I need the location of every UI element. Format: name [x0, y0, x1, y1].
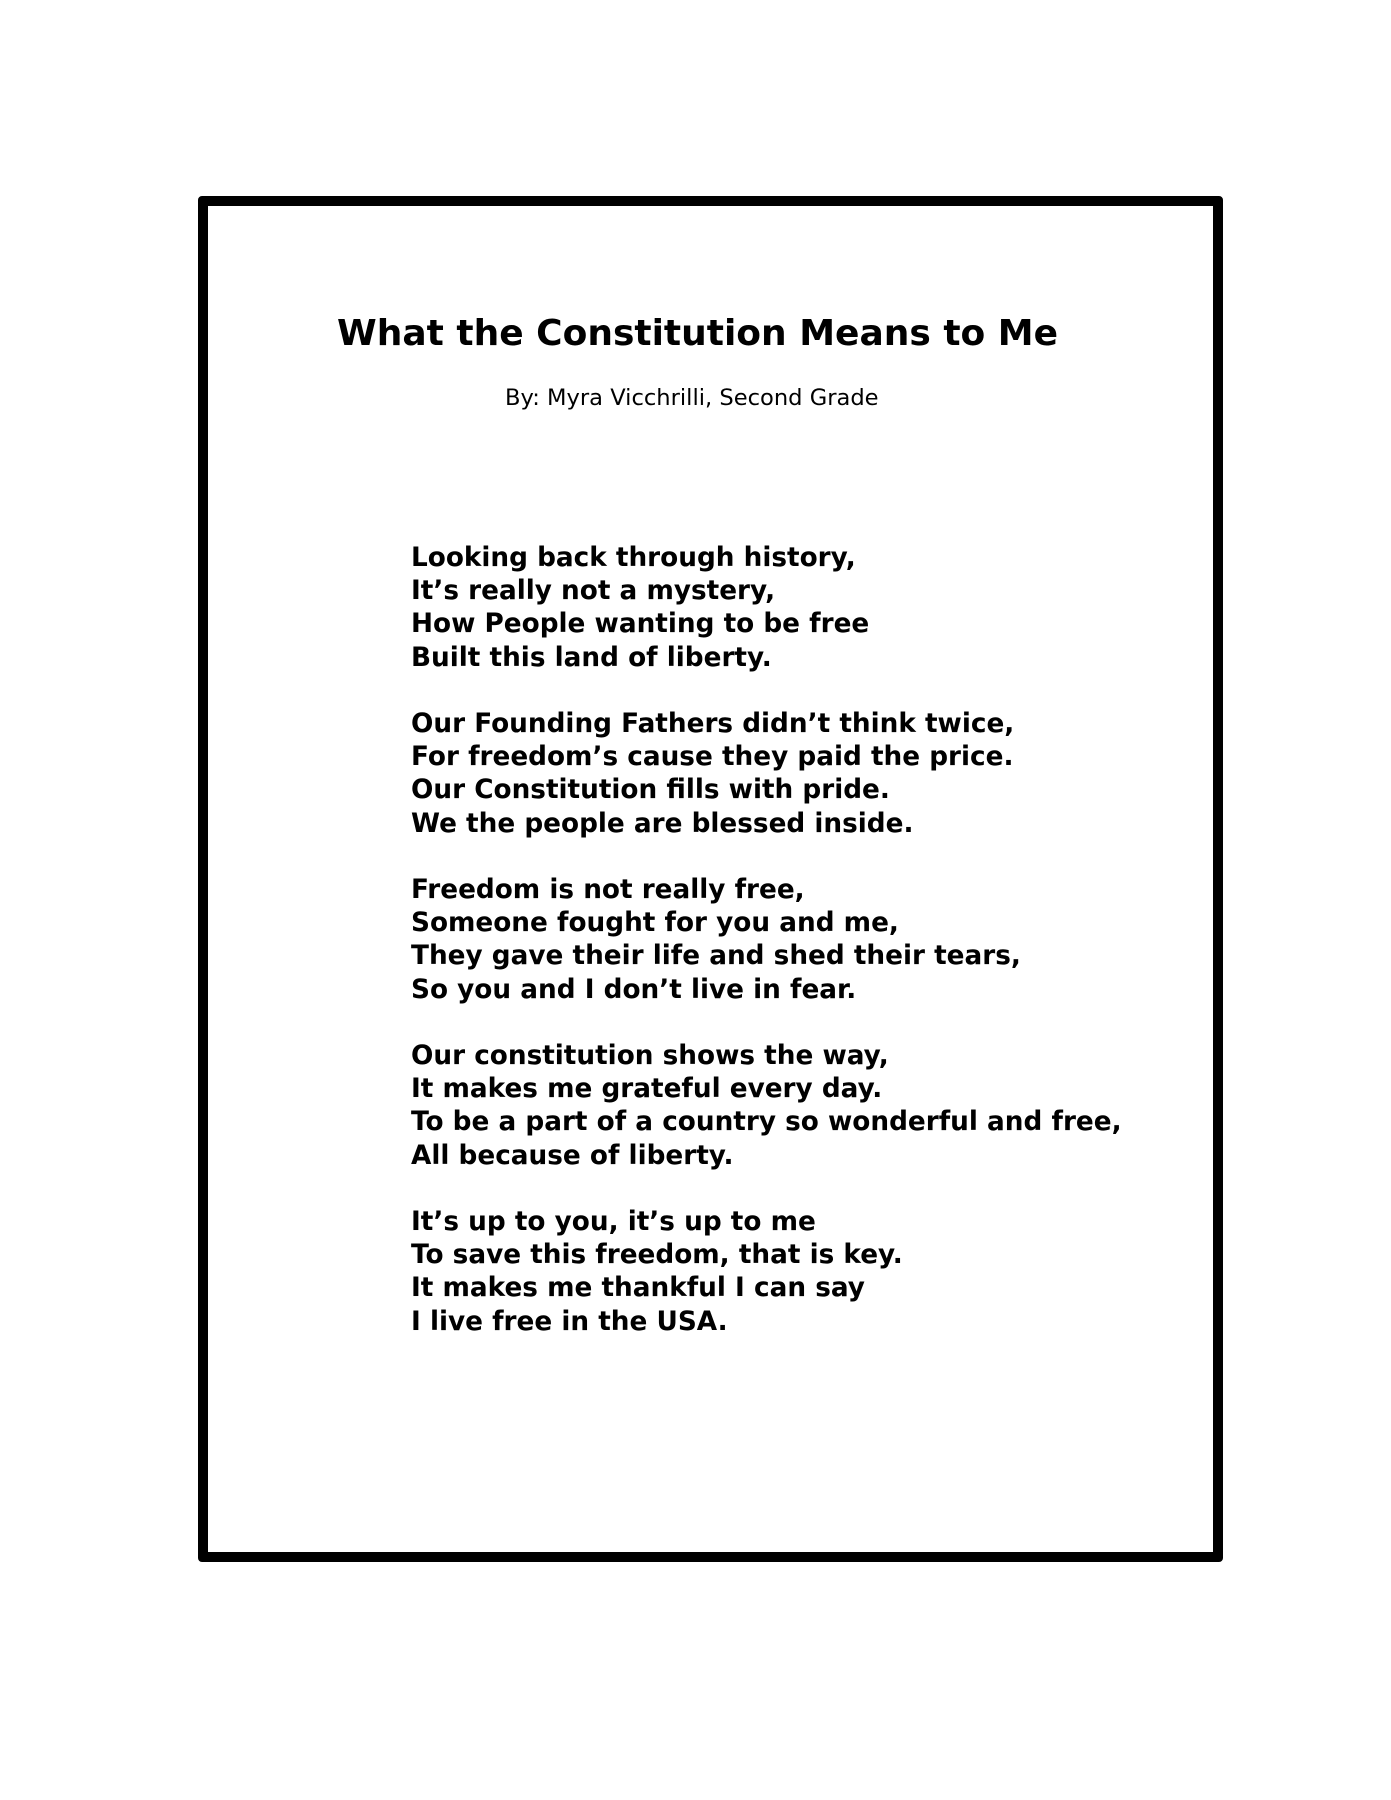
poem-line: To be a part of a country so wonderful and free, [411, 1107, 1122, 1138]
poem-line: It’s up to you, it’s up to me [411, 1207, 816, 1237]
stanza-4 [411, 1040, 1122, 1173]
poem-line: Freedom is not really free, [411, 875, 805, 905]
poem-body [411, 542, 1122, 1372]
poem-line: It makes me grateful every day. [411, 1074, 883, 1105]
stanza-5 [411, 1206, 1122, 1339]
poem-line: Someone fought for you and me, [411, 908, 899, 939]
poem-line: We the people are blessed inside. [411, 808, 914, 839]
poem-line: For freedom’s cause they paid the price. [411, 742, 1014, 773]
poem-line: Our constitution shows the way, [411, 1041, 889, 1071]
stanza-1 [411, 542, 1122, 675]
poem-line: So you and I don’t live in fear. [411, 974, 857, 1005]
poem-line: Our Founding Fathers didn’t think twice, [411, 709, 1015, 739]
stanza-3 [411, 874, 1122, 1007]
poem-line: All because of liberty. [411, 1140, 734, 1171]
poem-line: To save this freedom, that is key. [411, 1240, 903, 1271]
poem-line: How People wanting to be free [411, 609, 870, 640]
stanza-2 [411, 708, 1122, 841]
poem-line: I live free in the USA. [411, 1306, 728, 1337]
poem-line: It’s really not a mystery, [411, 576, 776, 607]
poem-line: Built this land of liberty. [411, 642, 772, 673]
poem-line: Our Constitution fills with pride. [411, 775, 890, 806]
poem-line: It makes me thankful I can say [411, 1273, 865, 1304]
poem-line: They gave their life and shed their tears, [411, 941, 1021, 972]
poem-line: Looking back through history, [411, 543, 856, 573]
poem-title: What the Constitution Means to Me [337, 313, 1059, 354]
author-byline: By: Myra Vicchrilli, Second Grade [505, 385, 879, 411]
